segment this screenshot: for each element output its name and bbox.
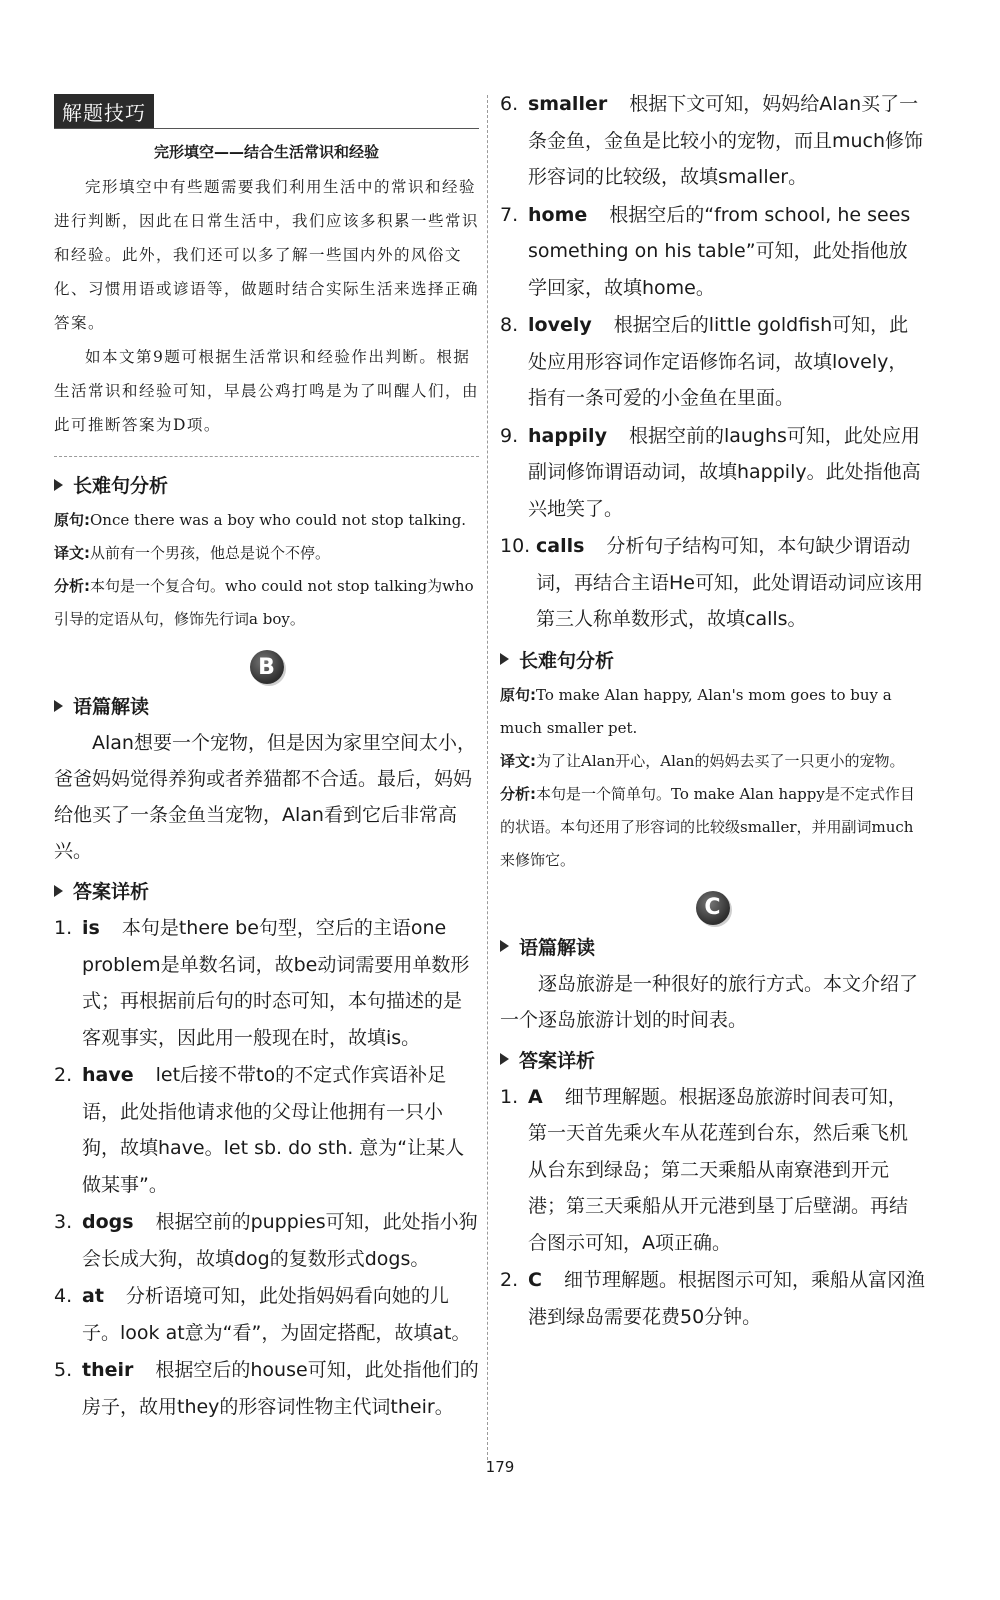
tips-badge: 解题技巧 bbox=[54, 94, 154, 128]
section-heading bbox=[54, 877, 479, 904]
page-number: 179 bbox=[485, 1458, 515, 1476]
section-heading-label: 语篇解读 bbox=[519, 936, 596, 959]
part-b-marker bbox=[54, 650, 479, 684]
answer-item: 3. dogs 根据空前的puppies可知，此处指小狗会长成大狗，故填dog的复数形式dogs。 bbox=[54, 1211, 478, 1270]
answer-item: 9. happily 根据空前的laughs可知，此处应用副词修饰谓语动词，故填happily。此处指他高兴地笑了。 bbox=[500, 424, 921, 520]
reading-summary: Alan想要一个宠物，但是因为家里空间太小，爸爸妈妈觉得养狗或者养猫都不合适。最后，妈妈给他买了一条金鱼当宠物，Alan看到它后非常高兴。 bbox=[54, 732, 476, 862]
part-c-marker bbox=[500, 891, 925, 925]
tips-paragraph: 如本文第9题可根据生活常识和经验作出判断。根据生活常识和经验可知，早晨公鸡打鸣是为了叫醒人们，由此可推断答案为D项。 bbox=[54, 348, 480, 434]
section-heading bbox=[54, 471, 479, 498]
arrow-icon bbox=[54, 885, 63, 897]
section-heading-label: 答案详析 bbox=[519, 1049, 596, 1072]
answer-item: 8. lovely 根据空后的little goldfish可知，此处应用形容词作定语修饰名词，故填lovely，指有一条可爱的小金鱼在里面。 bbox=[500, 314, 909, 409]
answer-item: 2. have let后接不带to的不定式作宾语补足语，此处指他请求他的父母让他拥有一只小狗，故填have。let sb. do sth. 意为“让某人做某事”。 bbox=[54, 1064, 465, 1196]
answer-item: 10. calls 分析句子结构可知，本句缺少谓语动词，再结合主语He可知，此处谓语动词应该用第三人称单数形式，故填calls。 bbox=[500, 535, 923, 630]
tips-header bbox=[54, 92, 479, 129]
section-heading-label: 语篇解读 bbox=[73, 696, 150, 718]
arrow-icon bbox=[54, 700, 63, 712]
section-heading bbox=[500, 646, 925, 673]
arrow-icon bbox=[500, 653, 509, 665]
answer-item: 7. home 根据空后的“from school, he sees something on his table”可知，此处指他放学回家，故填home。 bbox=[500, 203, 911, 299]
analysis: 分析:本句是一个简单句。To make Alan happy是不定式作目的状语。本句还用了形容词的比较级smaller，并用副词much来修饰它。 bbox=[500, 784, 915, 869]
part-b-circle: B bbox=[250, 650, 284, 684]
left-column bbox=[54, 92, 479, 1426]
answer-item: 1. is 本句是there be句型，空后的主语one problem是单数名词，故be动词需要用单数形式；再根据前后句的时态可知，本句描述的是客观事实，因此用一般现在时，故填is。 bbox=[54, 917, 470, 1049]
tips-paragraph: 完形填空中有些题需要我们利用生活中的常识和经验进行判断，因此在日常生活中，我们应该多积累一些常识和经验。此外，我们还可以多了解一些国内外的风俗文化、习惯用语或谚语等，做题时结合实际生活来选择正确答案。 bbox=[54, 178, 480, 332]
arrow-icon bbox=[54, 479, 63, 491]
original-sentence: 原句:To make Alan happy, Alan's mom goes to buy a much smaller pet. bbox=[500, 685, 892, 737]
section-heading-label: 长难句分析 bbox=[519, 649, 615, 672]
tips-title: 完形填空——结合生活常识和经验 bbox=[153, 143, 379, 161]
translation: 译文:为了让Alan开心，Alan的妈妈去买了一只更小的宠物。 bbox=[500, 751, 905, 770]
arrow-icon bbox=[500, 1053, 509, 1065]
answer-item: 6. smaller 根据下文可知，妈妈给Alan买了一条金鱼，金鱼是比较小的宠物，而且much修饰形容词的比较级，故填smaller。 bbox=[500, 93, 924, 188]
section-heading-label: 答案详析 bbox=[73, 881, 150, 903]
right-column bbox=[500, 86, 925, 1336]
section-heading bbox=[500, 1046, 925, 1073]
part-c-circle: C bbox=[696, 891, 730, 925]
answer-item: 5. their 根据空后的house可知，此处指他们的房子，故用they的形容词性物主代词their。 bbox=[54, 1359, 479, 1418]
answer-item: 4. at 分析语境可知，此处指妈妈看向她的儿子。look at意为“看”，为固定搭配，故填at。 bbox=[54, 1285, 471, 1344]
answer-item: 1. A 细节理解题。根据逐岛旅游时间表可知，第一天首先乘火车从花莲到台东，然后乘飞机从台东到绿岛；第二天乘船从南寮港到开元港；第三天乘船从开元港到垦丁后壁湖。再结合图示可知，A项正确。 bbox=[500, 1085, 909, 1254]
translation: 译文:从前有一个男孩，他总是说个不停。 bbox=[54, 544, 331, 562]
arrow-icon bbox=[500, 940, 509, 952]
section-heading-label: 长难句分析 bbox=[73, 475, 169, 497]
column-divider bbox=[487, 95, 488, 1460]
answer-item: 2. C 细节理解题。根据图示可知，乘船从富冈渔港到绿岛需要花费50分钟。 bbox=[500, 1269, 925, 1328]
section-heading bbox=[500, 933, 925, 960]
section-heading bbox=[54, 692, 479, 719]
original-sentence: 原句:Once there was a boy who could not stop talking. bbox=[54, 511, 467, 529]
reading-summary: 逐岛旅游是一种很好的旅行方式。本文介绍了一个逐岛旅游计划的时间表。 bbox=[500, 972, 919, 1031]
dashed-separator bbox=[54, 456, 479, 457]
analysis: 分析:本句是一个复合句。who could not stop talking为who引导的定语从句，修饰先行词a boy。 bbox=[54, 577, 474, 628]
